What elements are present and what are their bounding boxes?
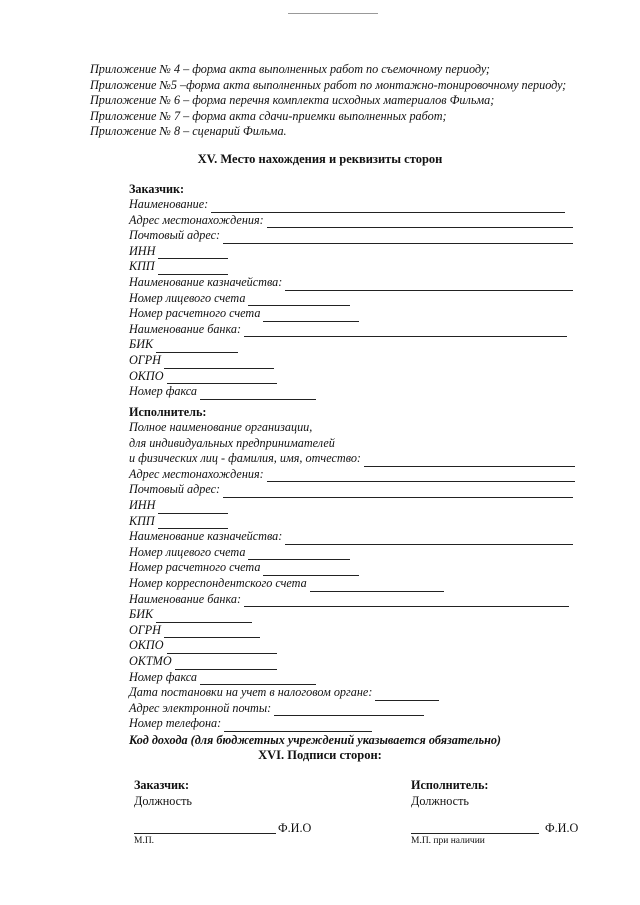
contractor-treasury-field [129, 529, 579, 545]
field-label: ИНН [129, 243, 156, 258]
customer-ogrn-field [129, 353, 579, 369]
contractor-fio-label: Ф.И.О [545, 821, 579, 835]
blank-line [310, 580, 444, 592]
field-label: Номер телефона: [129, 716, 222, 731]
field-label: ОКПО [129, 638, 164, 653]
blank-line [164, 357, 274, 369]
customer-treasury-field [129, 275, 579, 291]
blank-line [156, 611, 252, 623]
blank-line [244, 595, 569, 607]
field-label: Номер лицевого счета [129, 290, 246, 305]
customer-fio-label: Ф.И.О [278, 821, 312, 835]
blank-line [158, 502, 228, 514]
section-16-title: XVI. Подписи сторон: [258, 748, 382, 762]
field-label: Номер корреспондентского счета [129, 575, 307, 590]
customer-address-field [129, 213, 579, 229]
contractor-postal-field [129, 482, 579, 498]
field-label: Адрес местонахождения: [129, 466, 264, 481]
blank-line [263, 564, 359, 576]
blank-line [211, 201, 565, 213]
customer-okpo-field [129, 369, 579, 385]
appendix-item: Приложение № 4 – форма акта выполненных работ по съемочному периоду; [90, 62, 490, 76]
field-label: Почтовый адрес: [129, 482, 221, 497]
customer-heading: Заказчик: [129, 182, 185, 196]
blank-line [244, 325, 567, 337]
contractor-okpo-field [129, 638, 579, 654]
contractor-bank-field [129, 592, 579, 608]
appendix-item: Приложение № 6 – форма перечня комплекта исходных материалов Фильма; [90, 93, 495, 108]
blank-line [158, 263, 228, 275]
field-label: ОГРН [129, 622, 161, 637]
field-label: БИК [129, 607, 154, 622]
contractor-signature-block [411, 777, 611, 852]
blank-line [224, 720, 372, 732]
field-label: Наименование: [129, 197, 209, 211]
appendix-item: Приложение №5 –форма акта выполненных работ по монтажно-тонировочному периоду; [90, 77, 567, 92]
customer-stamp-label: М.П. [134, 836, 155, 846]
field-label: ОКПО [129, 368, 164, 383]
blank-line [158, 517, 228, 529]
contractor-bik-field [129, 607, 579, 623]
contractor-full-name-field [129, 451, 579, 467]
field-label: КПП [129, 513, 155, 528]
blank-line [223, 232, 573, 244]
blank-line [248, 548, 350, 560]
field-label: Номер расчетного счета [129, 560, 261, 575]
blank-line [267, 470, 575, 482]
field-label: Наименование банка: [129, 321, 242, 336]
full-name-label-line: для индивидуальных предпринимателей [129, 435, 335, 450]
contractor-position-label: Должность [411, 794, 469, 808]
blank-line [156, 341, 238, 353]
field-label: КПП [129, 259, 155, 274]
contractor-personal-account-field [129, 545, 579, 561]
contractor-email-field [129, 701, 579, 717]
blank-line [158, 247, 228, 259]
blank-line [167, 642, 277, 654]
customer-signature-heading: Заказчик: [134, 778, 190, 792]
contractor-heading: Исполнитель: [129, 405, 207, 419]
contractor-tax-registration-date-field [129, 685, 579, 701]
blank-line [223, 486, 573, 498]
blank-line [248, 294, 350, 306]
contractor-details-block [129, 404, 579, 748]
contractor-phone-field [129, 716, 579, 732]
contractor-signature-line [411, 833, 539, 834]
blank-line [267, 216, 573, 228]
blank-line [375, 689, 439, 701]
customer-inn-field [129, 244, 579, 260]
field-label: ОГРН [129, 352, 161, 367]
contractor-correspondent-account-field [129, 576, 579, 592]
field-label: ОКТМО [129, 653, 172, 668]
customer-bik-field [129, 337, 579, 353]
blank-line [285, 533, 573, 545]
field-label: Адрес электронной почты: [129, 700, 272, 715]
contractor-oktmo-field [129, 654, 579, 670]
blank-line [167, 372, 277, 384]
section-15-title: XV. Место нахождения и реквизиты сторон [197, 152, 443, 166]
blank-line [364, 455, 575, 467]
income-code-note: Код дохода (для бюджетных учреждений указывается обязательно) [129, 732, 501, 747]
appendix-item: Приложение № 8 – сценарий Фильма. [90, 124, 287, 139]
scan-artifact-line [288, 13, 378, 14]
appendix-list [90, 62, 566, 140]
field-label: Почтовый адрес: [129, 228, 221, 243]
customer-personal-account-field [129, 291, 579, 307]
field-label: ИНН [129, 497, 156, 512]
field-label: Номер расчетного счета [129, 306, 261, 321]
contractor-signature-heading: Исполнитель: [411, 778, 489, 792]
appendix-item: Приложение № 7 – форма акта сдачи-приемки выполненных работ; [90, 108, 447, 123]
blank-line [175, 658, 277, 670]
blank-line [285, 279, 573, 291]
customer-postal-field [129, 228, 579, 244]
contractor-settlement-account-field [129, 560, 579, 576]
contractor-kpp-field [129, 514, 579, 530]
field-label: Номер лицевого счета [129, 544, 246, 559]
field-label: Наименование казначейства: [129, 274, 283, 289]
field-label: Дата постановки на учет в налоговом органе: [129, 685, 373, 700]
full-name-label-line: Полное наименование организации, [129, 420, 313, 434]
customer-bank-field [129, 322, 579, 338]
customer-fax-field [129, 384, 579, 400]
customer-signature-block [134, 777, 334, 852]
field-label: и физических лиц - фамилия, имя, отчество: [129, 451, 361, 466]
customer-name-field [129, 197, 579, 213]
field-label: Наименование банка: [129, 591, 242, 606]
customer-details-block [129, 181, 579, 400]
field-label: Адрес местонахождения: [129, 212, 264, 227]
contractor-ogrn-field [129, 623, 579, 639]
customer-settlement-account-field [129, 306, 579, 322]
customer-signature-line [134, 833, 276, 834]
blank-line [200, 388, 316, 400]
contractor-stamp-label: М.П. при наличии [411, 836, 485, 846]
blank-line [274, 704, 424, 716]
blank-line [164, 626, 260, 638]
customer-position-label: Должность [134, 794, 192, 808]
field-label: Наименование казначейства: [129, 529, 283, 544]
contractor-fax-field [129, 670, 579, 686]
field-label: Номер факса [129, 384, 197, 399]
contractor-inn-field [129, 498, 579, 514]
field-label: Номер факса [129, 669, 197, 684]
customer-kpp-field [129, 259, 579, 275]
field-label: БИК [129, 337, 154, 352]
contractor-address-field [129, 467, 579, 483]
blank-line [200, 673, 316, 685]
blank-line [263, 310, 359, 322]
